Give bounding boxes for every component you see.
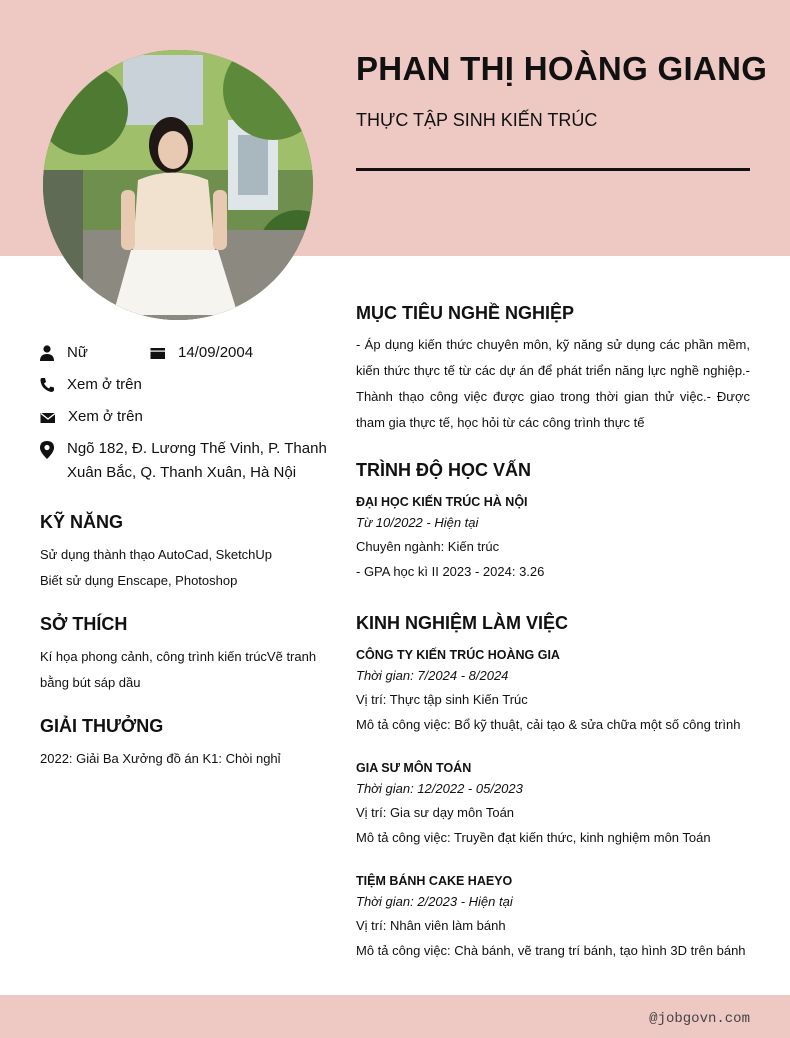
- hobbies-text: [40, 644, 330, 696]
- email-value: Xem ở trên: [68, 408, 143, 425]
- company-name: CÔNG TY KIẾN TRÚC HOÀNG GIA: [356, 648, 560, 662]
- job-position: Vị trí: Nhân viên làm bánh: [356, 918, 506, 933]
- gender-value: Nữ: [67, 344, 88, 361]
- dob-value: 14/09/2004: [178, 344, 254, 361]
- objective-text: - Áp dụng kiến thức chuyên môn, kỹ năng sử dụng các phần mềm, kiến thức thực tế từ các dự án để phát triển năng lực nghề nghiệp.- Thành thạo công việc được giao trong thời gian thử việc.- Được tham gia thực tế, học hỏi từ các công trình thực tế: [356, 337, 750, 430]
- job-position: Vị trí: Thực tập sinh Kiến Trúc: [356, 692, 528, 707]
- hobbies-line-2: bằng bút sáp dầu: [40, 675, 141, 690]
- location-pin-icon: [40, 441, 54, 459]
- job-description: Mô tả công việc: Bổ kỹ thuật, cải tạo & sửa chữa một số công trình: [356, 717, 741, 732]
- company-name: TIỆM BÁNH CAKE HAEYO: [356, 874, 513, 888]
- job-period: Thời gian: 12/2022 - 05/2023: [356, 781, 523, 796]
- company-name: GIA SƯ MÔN TOÁN: [356, 761, 472, 775]
- phone-row: [40, 375, 142, 395]
- job-description: Mô tả công việc: Chà bánh, vẽ trang trí bánh, tạo hình 3D trên bánh: [356, 943, 746, 958]
- education-major: Chuyên ngành: Kiến trúc: [356, 539, 500, 554]
- awards-heading: GIẢI THƯỞNG: [40, 716, 164, 736]
- job-period: Thời gian: 7/2024 - 8/2024: [356, 668, 509, 683]
- mail-icon: [40, 409, 55, 425]
- experience-item: [356, 872, 750, 964]
- skills-list: [40, 542, 330, 594]
- header-divider: [356, 168, 750, 171]
- profile-photo: [43, 50, 313, 320]
- job-position: Vị trí: Gia sư dạy môn Toán: [356, 805, 515, 820]
- address-row: [40, 437, 327, 485]
- skill-item: Sử dụng thành thạo AutoCad, SketchUp: [40, 547, 273, 562]
- awards-list: [40, 746, 330, 772]
- education-period: Từ 10/2022 - Hiện tại: [356, 515, 479, 530]
- address-line-1: Ngõ 182, Đ. Lương Thế Vinh, P. Thanh: [67, 440, 327, 457]
- job-description: Mô tả công việc: Truyền đạt kiến thức, kinh nghiệm môn Toán: [356, 830, 711, 845]
- school-name: ĐẠI HỌC KIẾN TRÚC HÀ NỘI: [356, 495, 528, 509]
- skills-heading: KỸ NĂNG: [40, 512, 124, 532]
- person-icon: [40, 345, 54, 361]
- objective-heading: MỤC TIÊU NGHỀ NGHIỆP: [356, 303, 575, 323]
- skill-item: Biết sử dụng Enscape, Photoshop: [40, 573, 238, 588]
- dob-row: [150, 343, 253, 363]
- education-gpa: - GPA học kì II 2023 - 2024: 3.26: [356, 564, 545, 579]
- objective-section: [356, 332, 750, 436]
- education-heading: TRÌNH ĐỘ HỌC VẤN: [356, 460, 531, 480]
- calendar-icon: [150, 345, 165, 361]
- hobbies-heading: SỞ THÍCH: [40, 614, 128, 634]
- education-section: [356, 493, 750, 585]
- job-title: THỰC TẬP SINH KIẾN TRÚC: [356, 110, 598, 130]
- gender-row: [40, 343, 88, 363]
- footer-watermark: @jobgovn.com: [649, 1011, 750, 1027]
- phone-value: Xem ở trên: [67, 376, 142, 393]
- experience-heading: KINH NGHIỆM LÀM VIỆC: [356, 613, 569, 633]
- address-line-2: Xuân Bắc, Q. Thanh Xuân, Hà Nội: [67, 464, 297, 481]
- email-row: [40, 407, 143, 427]
- phone-icon: [40, 377, 54, 393]
- award-item: 2022: Giải Ba Xưởng đồ án K1: Chòi nghỉ: [40, 751, 281, 766]
- job-period: Thời gian: 2/2023 - Hiện tại: [356, 894, 513, 909]
- candidate-name: PHAN THỊ HOÀNG GIANG: [356, 50, 768, 87]
- experience-item: [356, 759, 750, 851]
- experience-item: [356, 646, 750, 738]
- hobbies-line-1: Kí họa phong cảnh, công trình kiến trúcVẽ tranh: [40, 649, 317, 664]
